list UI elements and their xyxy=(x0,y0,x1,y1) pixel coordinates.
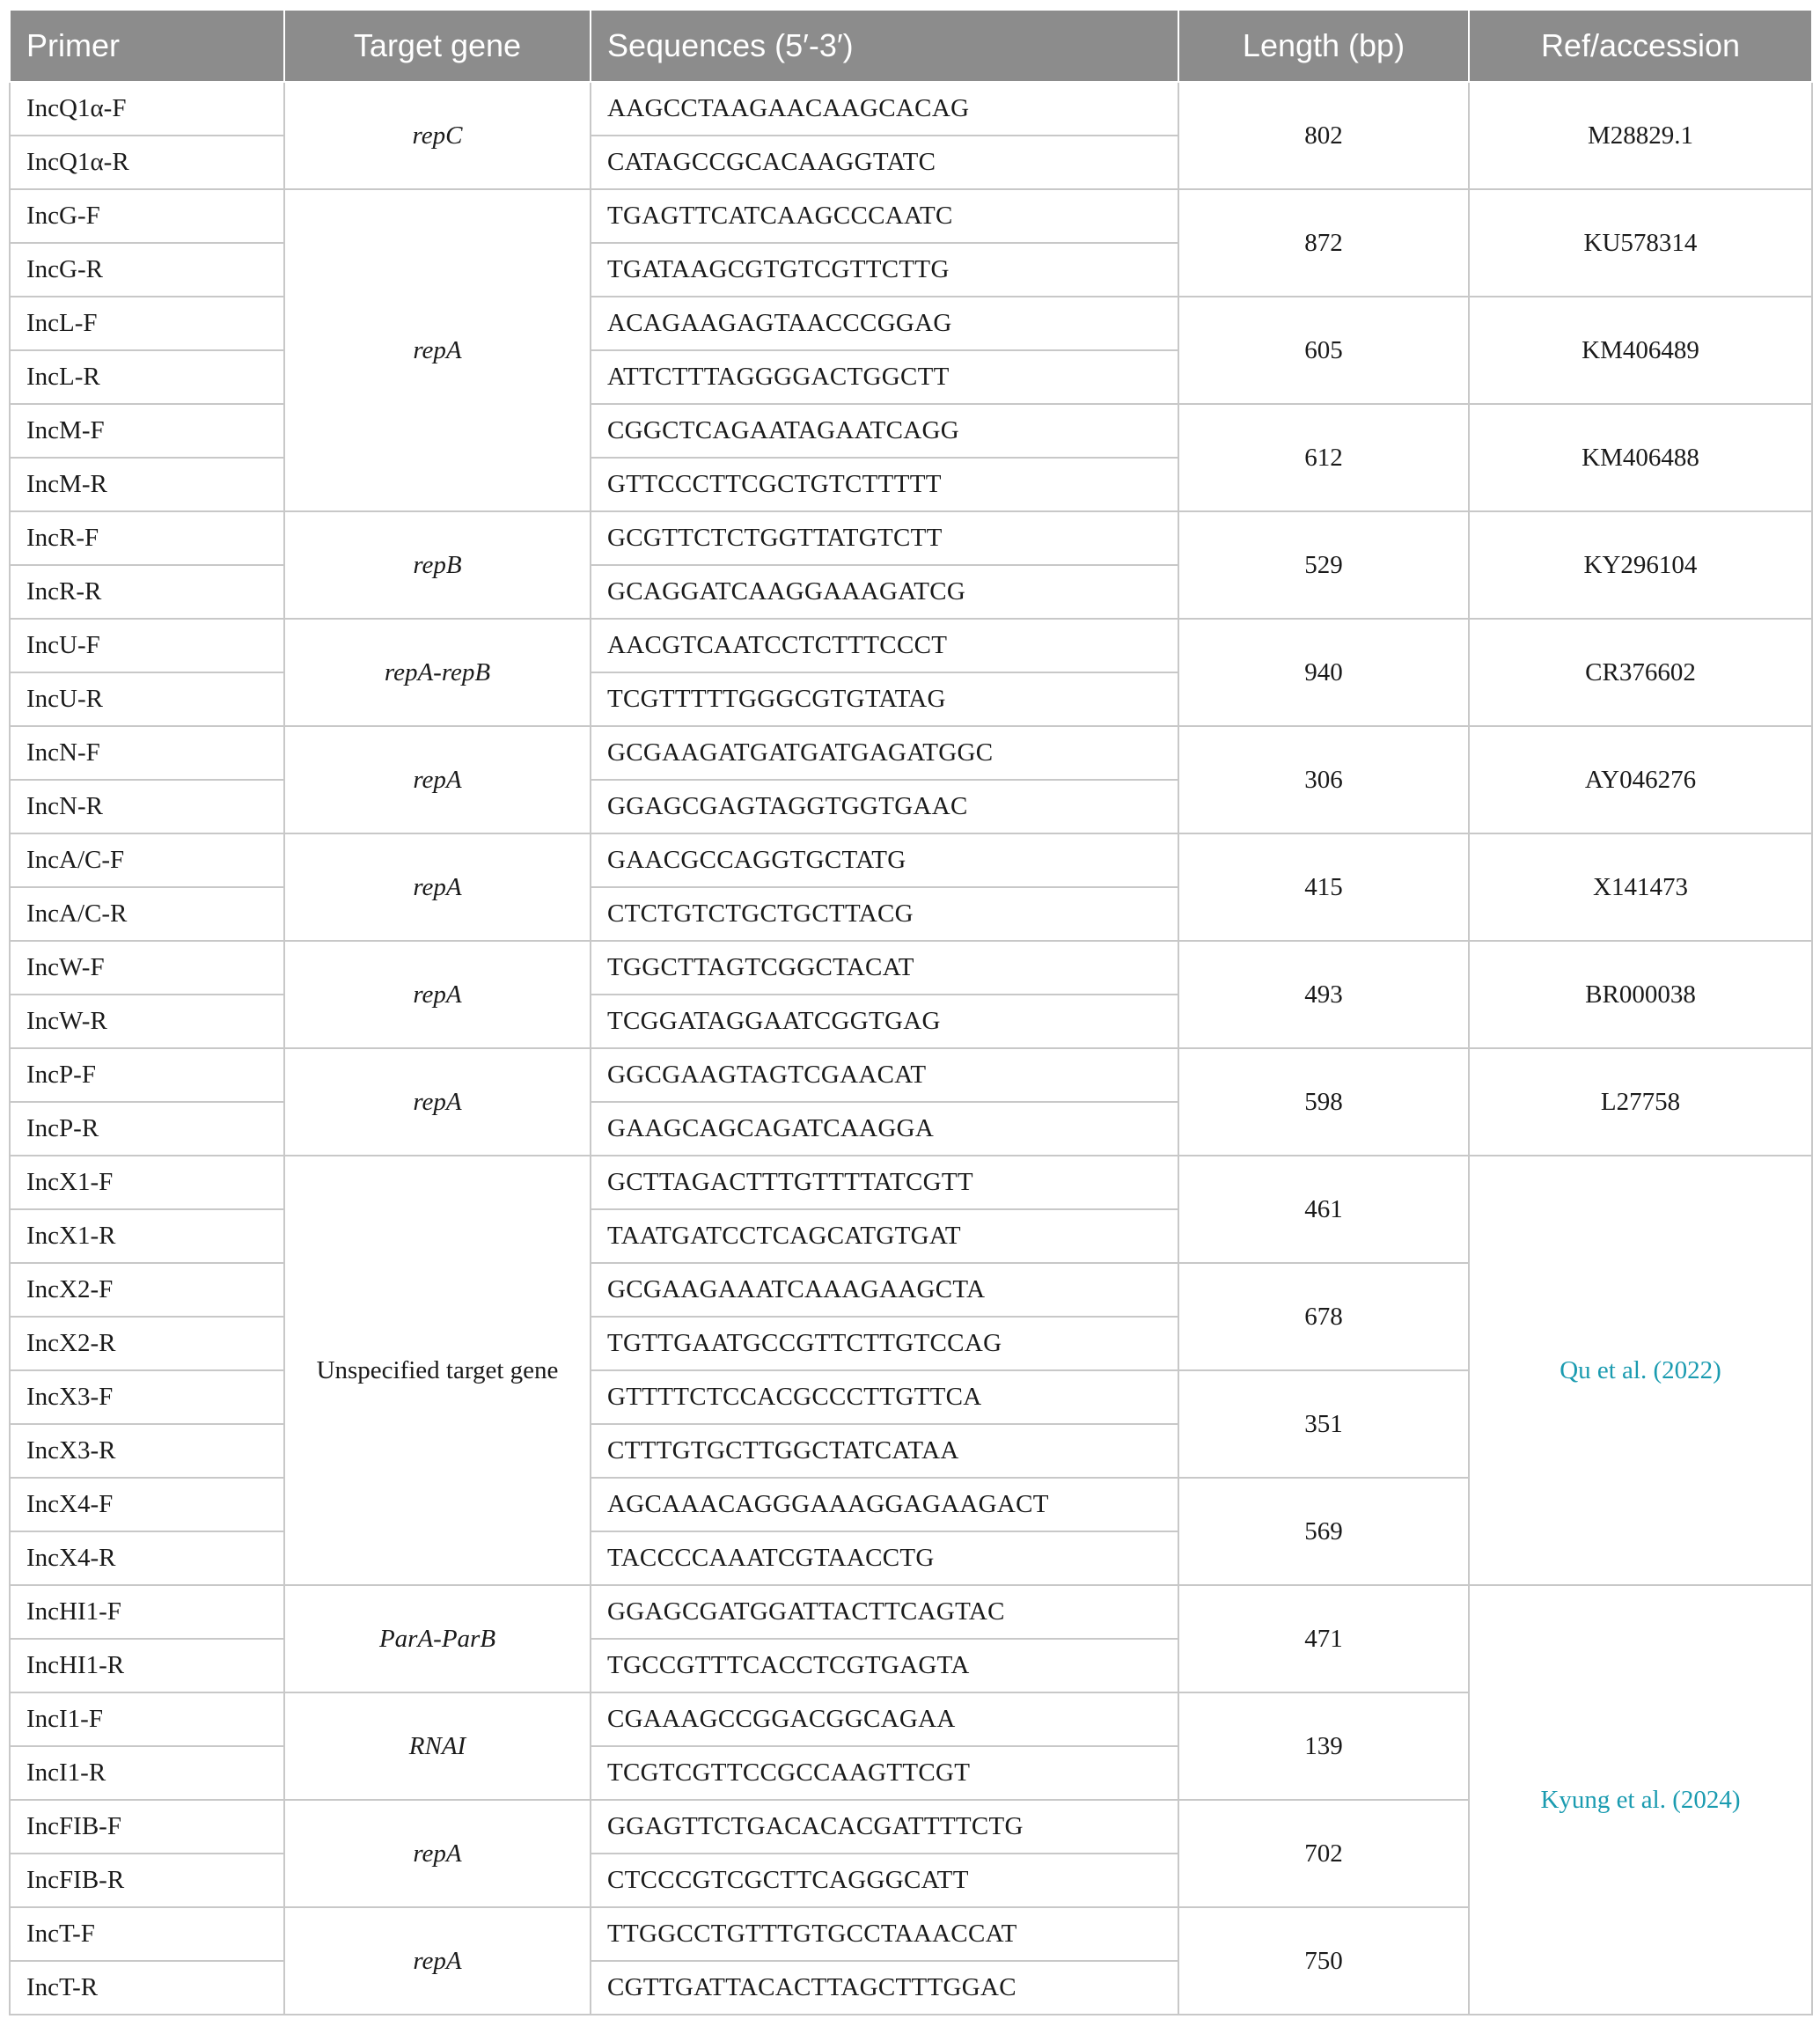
primer-cell: IncI1-F xyxy=(10,1692,284,1746)
sequence-cell: CTTTGTGCTTGGCTATCATAA xyxy=(591,1424,1178,1478)
length-cell: 569 xyxy=(1178,1478,1469,1585)
primer-cell: IncA/C-F xyxy=(10,833,284,887)
length-cell: 139 xyxy=(1178,1692,1469,1800)
sequence-cell: ACAGAAGAGTAACCCGGAG xyxy=(591,297,1178,350)
table-row xyxy=(10,1048,1812,1102)
length-cell: 529 xyxy=(1178,511,1469,619)
sequence-cell: GGCGAAGTAGTCGAACAT xyxy=(591,1048,1178,1102)
primer-cell: IncQ1α-R xyxy=(10,136,284,189)
target-gene-cell: repB xyxy=(284,511,591,619)
sequence-cell: CGGCTCAGAATAGAATCAGG xyxy=(591,404,1178,458)
primer-cell: IncW-R xyxy=(10,995,284,1048)
sequence-cell: GCGTTCTCTGGTTATGTCTT xyxy=(591,511,1178,565)
length-cell: 872 xyxy=(1178,189,1469,297)
primer-cell: IncR-R xyxy=(10,565,284,619)
primer-cell: IncR-F xyxy=(10,511,284,565)
table-row xyxy=(10,82,1812,136)
primer-cell: IncP-F xyxy=(10,1048,284,1102)
header-target-gene: Target gene xyxy=(284,10,591,82)
primer-cell: IncM-F xyxy=(10,404,284,458)
primer-cell: IncQ1α-F xyxy=(10,82,284,136)
primer-cell: IncX4-R xyxy=(10,1531,284,1585)
sequence-cell: GCAGGATCAAGGAAAGATCG xyxy=(591,565,1178,619)
primer-cell: IncX3-F xyxy=(10,1370,284,1424)
primer-cell: IncM-R xyxy=(10,458,284,511)
sequence-cell: TCGTTTTTGGGCGTGTATAG xyxy=(591,672,1178,726)
reference-link[interactable]: Kyung et al. (2024) xyxy=(1469,1585,1812,2015)
primer-cell: IncFIB-F xyxy=(10,1800,284,1854)
primer-cell: IncX4-F xyxy=(10,1478,284,1531)
sequence-cell: AACGTCAATCCTCTTTCCCT xyxy=(591,619,1178,672)
length-cell: 702 xyxy=(1178,1800,1469,1907)
table-row xyxy=(10,404,1812,458)
primer-cell: IncG-R xyxy=(10,243,284,297)
accession-cell: KM406489 xyxy=(1469,297,1812,404)
length-cell: 306 xyxy=(1178,726,1469,833)
accession-cell: L27758 xyxy=(1469,1048,1812,1156)
target-gene-cell: RNAI xyxy=(284,1692,591,1800)
primer-cell: IncX2-F xyxy=(10,1263,284,1317)
accession-cell: KM406488 xyxy=(1469,404,1812,511)
primer-cell: IncN-F xyxy=(10,726,284,780)
length-cell: 461 xyxy=(1178,1156,1469,1263)
sequence-cell: GTTTTCTCCACGCCCTTGTTCA xyxy=(591,1370,1178,1424)
sequence-cell: TGGCTTAGTCGGCTACAT xyxy=(591,941,1178,995)
target-gene-cell: ParA-ParB xyxy=(284,1585,591,1692)
sequence-cell: GGAGCGATGGATTACTTCAGTAC xyxy=(591,1585,1178,1639)
primer-cell: IncX2-R xyxy=(10,1317,284,1370)
sequence-cell: CTCTGTCTGCTGCTTACG xyxy=(591,887,1178,941)
sequence-cell: ATTCTTTAGGGGACTGGCTT xyxy=(591,350,1178,404)
primer-cell: IncHI1-R xyxy=(10,1639,284,1692)
primer-cell: IncG-F xyxy=(10,189,284,243)
primer-cell: IncU-R xyxy=(10,672,284,726)
target-gene-cell: repA xyxy=(284,1800,591,1907)
sequence-cell: TCGGATAGGAATCGGTGAG xyxy=(591,995,1178,1048)
target-gene-cell: Unspecified target gene xyxy=(284,1156,591,1585)
sequence-cell: AAGCCTAAGAACAAGCACAG xyxy=(591,82,1178,136)
table-row xyxy=(10,511,1812,565)
target-gene-cell: repA xyxy=(284,941,591,1048)
sequence-cell: GGAGTTCTGACACACGATTTTCTG xyxy=(591,1800,1178,1854)
sequence-cell: TGAGTTCATCAAGCCCAATC xyxy=(591,189,1178,243)
accession-cell: KU578314 xyxy=(1469,189,1812,297)
length-cell: 750 xyxy=(1178,1907,1469,2015)
table-row xyxy=(10,726,1812,780)
target-gene-cell: repA xyxy=(284,726,591,833)
table-row xyxy=(10,189,1812,243)
sequence-cell: AGCAAACAGGGAAAGGAGAAGACT xyxy=(591,1478,1178,1531)
header-primer: Primer xyxy=(10,10,284,82)
length-cell: 605 xyxy=(1178,297,1469,404)
reference-link[interactable]: Qu et al. (2022) xyxy=(1469,1156,1812,1585)
sequence-cell: CATAGCCGCACAAGGTATC xyxy=(591,136,1178,189)
primer-cell: IncI1-R xyxy=(10,1746,284,1800)
length-cell: 802 xyxy=(1178,82,1469,189)
sequence-cell: GAACGCCAGGTGCTATG xyxy=(591,833,1178,887)
accession-cell: KY296104 xyxy=(1469,511,1812,619)
table-header-row xyxy=(10,10,1812,82)
target-gene-cell: repC xyxy=(284,82,591,189)
length-cell: 351 xyxy=(1178,1370,1469,1478)
length-cell: 415 xyxy=(1178,833,1469,941)
primer-cell: IncL-R xyxy=(10,350,284,404)
accession-cell: M28829.1 xyxy=(1469,82,1812,189)
target-gene-cell: repA xyxy=(284,1907,591,2015)
sequence-cell: GCGAAGAAATCAAAGAAGCTA xyxy=(591,1263,1178,1317)
table-row xyxy=(10,619,1812,672)
sequence-cell: GAAGCAGCAGATCAAGGA xyxy=(591,1102,1178,1156)
table-row xyxy=(10,941,1812,995)
accession-cell: X141473 xyxy=(1469,833,1812,941)
primer-cell: IncW-F xyxy=(10,941,284,995)
length-cell: 598 xyxy=(1178,1048,1469,1156)
length-cell: 940 xyxy=(1178,619,1469,726)
primer-cell: IncU-F xyxy=(10,619,284,672)
primer-table xyxy=(9,9,1813,2015)
primer-cell: IncT-R xyxy=(10,1961,284,2015)
target-gene-cell: repA xyxy=(284,189,591,511)
primer-cell: IncN-R xyxy=(10,780,284,833)
primer-cell: IncX3-R xyxy=(10,1424,284,1478)
length-cell: 471 xyxy=(1178,1585,1469,1692)
primer-cell: IncFIB-R xyxy=(10,1854,284,1907)
header-ref-accession: Ref/accession xyxy=(1469,10,1812,82)
primer-cell: IncHI1-F xyxy=(10,1585,284,1639)
sequence-cell: TGCCGTTTCACCTCGTGAGTA xyxy=(591,1639,1178,1692)
sequence-cell: CGTTGATTACACTTAGCTTTGGAC xyxy=(591,1961,1178,2015)
accession-cell: AY046276 xyxy=(1469,726,1812,833)
sequence-cell: GTTCCCTTCGCTGTCTTTTT xyxy=(591,458,1178,511)
sequence-cell: TACCCCAAATCGTAACCTG xyxy=(591,1531,1178,1585)
target-gene-cell: repA xyxy=(284,833,591,941)
header-length: Length (bp) xyxy=(1178,10,1469,82)
table-row xyxy=(10,297,1812,350)
sequence-cell: GCTTAGACTTTGTTTTATCGTT xyxy=(591,1156,1178,1209)
table-row xyxy=(10,833,1812,887)
accession-cell: CR376602 xyxy=(1469,619,1812,726)
table-row xyxy=(10,1585,1812,1639)
length-cell: 493 xyxy=(1178,941,1469,1048)
header-sequences: Sequences (5′-3′) xyxy=(591,10,1178,82)
primer-cell: IncL-F xyxy=(10,297,284,350)
sequence-cell: GGAGCGAGTAGGTGGTGAAC xyxy=(591,780,1178,833)
sequence-cell: GCGAAGATGATGATGAGATGGC xyxy=(591,726,1178,780)
sequence-cell: TGATAAGCGTGTCGTTCTTG xyxy=(591,243,1178,297)
primer-cell: IncA/C-R xyxy=(10,887,284,941)
length-cell: 678 xyxy=(1178,1263,1469,1370)
sequence-cell: TAATGATCCTCAGCATGTGAT xyxy=(591,1209,1178,1263)
table-row xyxy=(10,1156,1812,1209)
primer-cell: IncP-R xyxy=(10,1102,284,1156)
sequence-cell: TTGGCCTGTTTGTGCCTAAACCAT xyxy=(591,1907,1178,1961)
length-cell: 612 xyxy=(1178,404,1469,511)
target-gene-cell: repA-repB xyxy=(284,619,591,726)
primer-cell: IncX1-R xyxy=(10,1209,284,1263)
sequence-cell: TGTTGAATGCCGTTCTTGTCCAG xyxy=(591,1317,1178,1370)
primer-cell: IncX1-F xyxy=(10,1156,284,1209)
sequence-cell: CGAAAGCCGGACGGCAGAA xyxy=(591,1692,1178,1746)
sequence-cell: TCGTCGTTCCGCCAAGTTCGT xyxy=(591,1746,1178,1800)
primer-cell: IncT-F xyxy=(10,1907,284,1961)
sequence-cell: CTCCCGTCGCTTCAGGGCATT xyxy=(591,1854,1178,1907)
accession-cell: BR000038 xyxy=(1469,941,1812,1048)
target-gene-cell: repA xyxy=(284,1048,591,1156)
